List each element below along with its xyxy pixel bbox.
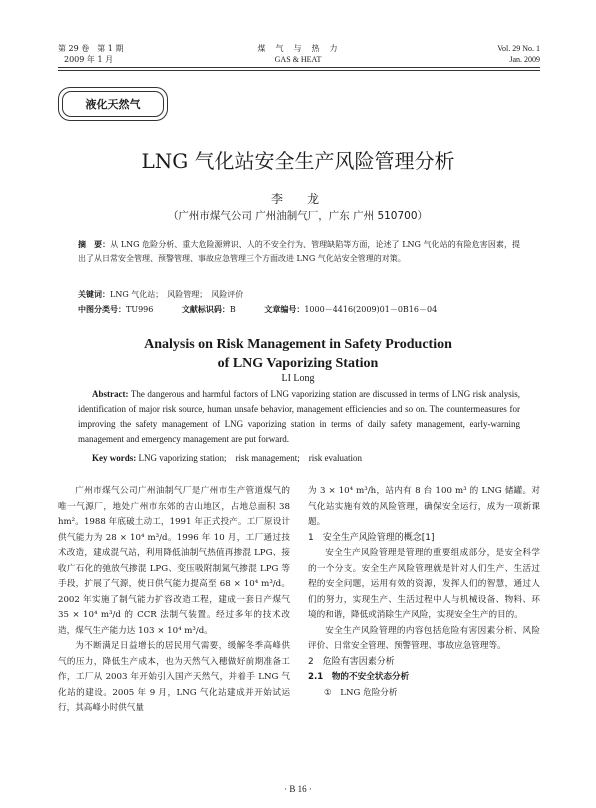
keywords-en-label: Key words: xyxy=(92,453,137,463)
body-column-left xyxy=(58,484,290,717)
paper-title-en-line1: Analysis on Risk Management in Safety Production xyxy=(144,337,452,352)
header-volume-en: Vol. 29 No. 1 xyxy=(497,44,540,53)
section-heading-2: 2 危险有害因素分析 xyxy=(308,656,395,667)
body-paragraph: 为不断满足日益增长的居民用气需要，缓解冬季高峰供气的压力，降低生产成本，也为天然气入穗做好前期准备工作，工厂从 2003 年开始引入国产天然气，并着手 LNG 气化站的建设。2005 年 9 月，LNG 气化站建成并开始试运行，其高峰小时供气量 xyxy=(58,641,290,713)
header-date-en: Jan. 2009 xyxy=(509,55,540,64)
doc-code-label: 文献标识码： xyxy=(181,305,230,314)
header-rule-top xyxy=(58,67,540,68)
page-number: · B 16 · xyxy=(284,784,312,794)
abstract-en-text: The dangerous and harmful factors of LNG vaporizing station are discussed in terms of LNG risk analysis, identification of major risk source, human unsafe behavior, management efficiencies and so on. The countermeasures for improving the safety management of LNG vaporizing station in terms of daily safety management, early-warning management and emergency management are put forward. xyxy=(78,389,520,444)
header-volume-issue: 第 29 卷 第 1 期 xyxy=(58,44,124,53)
paper-title-cn: LNG 气化站安全生产风险管理分析 xyxy=(141,149,455,173)
header-date-cn: 2009 年 1 月 xyxy=(64,55,114,64)
clc-value: TU996 xyxy=(126,305,154,314)
keywords-cn-label: 关键词： xyxy=(78,290,110,299)
abstract-cn-text: 从 LNG 危险分析、重大危险源辨识、人的不安全行为、管理缺陷等方面，论述了 LNG 气化站的有险危害因素，提出了从日常安全管理、预警管理、事故应急管理三个方面改进 LNG 气化站安全管理的对策。 xyxy=(78,240,520,263)
body-column-right xyxy=(308,484,540,701)
keywords-cn xyxy=(78,288,520,302)
abstract-en xyxy=(78,387,520,447)
body-paragraph: 安全生产风险管理的内容包括危险有害因素分析、风险评价、日常安全管理、预警管理、事故应急管理等。 xyxy=(308,625,540,651)
paper-title-en-line2: of LNG Vaporizing Station xyxy=(217,356,379,371)
journal-name-en: GAS & HEAT xyxy=(274,55,322,64)
clc-label: 中图分类号： xyxy=(78,305,126,314)
classification-line xyxy=(78,303,520,317)
keywords-en xyxy=(78,451,520,466)
section-badge xyxy=(58,87,168,121)
keywords-en-text: LNG vaporizing station; risk management; risk evaluation xyxy=(138,453,362,463)
section-heading-2-1: 2.1 物的不安全状态分析 xyxy=(308,672,410,682)
doc-code-value: B xyxy=(229,305,236,314)
keywords-cn-text: LNG 气化站； 风险管理； 风险评价 xyxy=(110,290,244,299)
section-badge-label: 液化天然气 xyxy=(62,91,164,117)
abstract-cn xyxy=(78,238,520,266)
body-paragraph: 广州市煤气公司广州油制气厂是广州市生产管道煤气的唯一气源厂，地处广州市东郊的吉山地区，占地总面积 38 hm²。1988 年底破土动工，1991 年正式投产。工厂原设计供气能力为 28 × 10⁴ m³/d。1996 年 10 月，工厂通过技术改造，建成混气站，利用降低油制气热值再掺混 LPG、接收广石化的弛放气掺混 LPG、变压吸附制氮气掺混 LPG 等手段，扩展了气源，使日供气能力提高至 68 × 10⁴ m³/d。2002 年实施了制气能力扩容改造工程，建成一套日产煤气 35 × 10⁴ m³/d 的 CCR 法制气装置。经过多年的技术改造，煤气生产能力达 103 × 10⁴ m³/d。 xyxy=(58,486,290,636)
header-right xyxy=(497,43,540,65)
article-number-label: 文章编号： xyxy=(264,305,305,314)
article-number-value: 1000－4416(2009)01－0B16－04 xyxy=(304,305,438,314)
list-item: ① LNG 危险分析 xyxy=(324,687,398,698)
header-rule-bottom xyxy=(58,70,540,71)
abstract-cn-label: 摘 要： xyxy=(78,240,111,249)
paper-title-en xyxy=(0,335,596,373)
affiliation-cn: （广州市煤气公司 广州油制气厂，广东 广州 510700） xyxy=(167,210,429,222)
section-heading-1: 1 安全生产风险管理的概念[1] xyxy=(308,532,435,543)
body-paragraph: 安全生产风险管理是管理的重要组成部分，是安全科学的一个分支。安全生产风险管理就是针对人们生产、生活过程的安全问题，运用有效的资源，发挥人们的智慧，通过人们的努力，实现生产、生活过程中人与机械设备、物料、环境的和谐，降低或消除生产风险，实现安全生产的目的。 xyxy=(308,548,540,620)
journal-name-cn: 煤 气 与 热 力 xyxy=(257,44,339,53)
abstract-en-label: Abstract: xyxy=(92,389,129,399)
author-cn: 李 龙 xyxy=(270,192,325,206)
author-en: LI Long xyxy=(281,373,315,384)
body-paragraph: 为 3 × 10⁴ m³/h，站内有 8 台 100 m³ 的 LNG 储罐。对气化站实施有效的风险管理，确保安全运行，成为一项新课题。 xyxy=(308,486,540,527)
